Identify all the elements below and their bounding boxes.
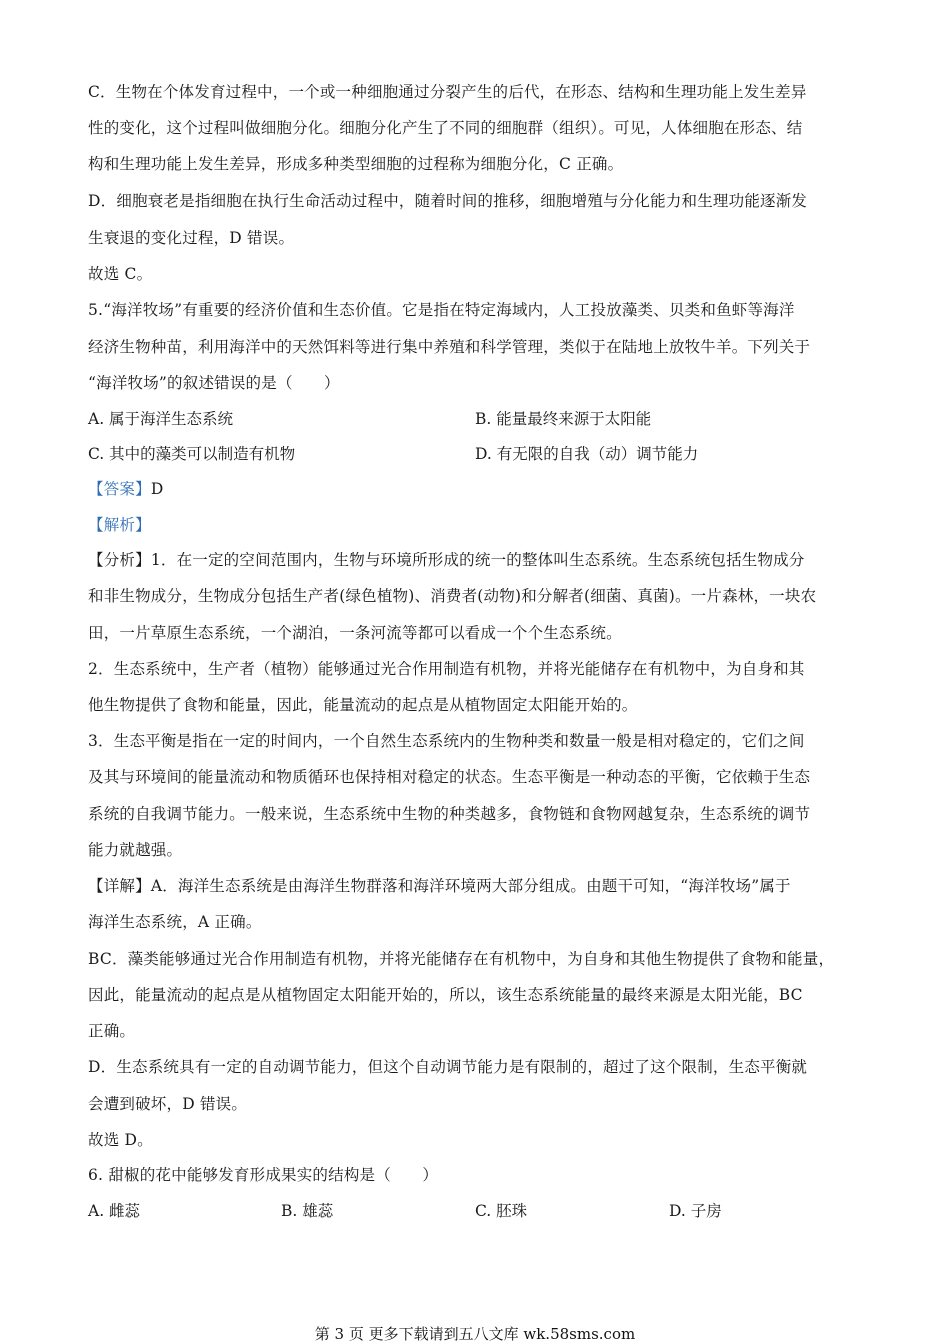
q4-conclusion: 故选 C。 [88,265,153,283]
q5-detail-d-line-1: D．生态系统具有一定的自动调节能力，但这个自动调节能力是有限制的，超过了这个限制，生态平衡就 [88,1058,808,1076]
q5-analysis-point1-line-2: 和非生物成分，生物成分包括生产者(绿色植物)、消费者(动物)和分解者(细菌、真菌)。一片森林，一块农 [88,587,817,605]
answer-label: 【答案】 [88,480,151,498]
q5-detail-a-line-1 [88,876,791,896]
q5-detail-a-line-2: 海洋生态系统，A 正确。 [88,913,262,931]
q6-option-d: D. 子房 [669,1202,722,1220]
detail-a-text-1: A．海洋生态系统是由海洋生物群落和海洋环境两大部分组成。由题干可知，“海洋牧场”属于 [150,877,791,895]
q5-analysis-point3-line-1: 3．生态平衡是指在一定的时间内，一个自然生态系统内的生物种类和数量一般是相对稳定的，它们之间 [88,732,805,750]
detail-label: 【详解】 [88,877,151,895]
q6-stem: 6. 甜椒的花中能够发育形成果实的结构是（ ） [88,1166,439,1184]
fenxi-label: 【分析】 [88,551,151,569]
q5-option-a: A. 属于海洋生态系统 [88,410,234,428]
q5-detail-bc-line-1: BC．藻类能够通过光合作用制造有机物，并将光能储存在有机物中，为自身和其他生物提供了食物和能量， [88,950,835,968]
q6-option-c: C. 胚珠 [475,1202,528,1220]
q5-analysis-point3-line-3: 系统的自我调节能力。一般来说，生态系统中生物的种类越多，食物链和食物网越复杂，生态系统的调节 [88,805,811,823]
q5-analysis-point1-line-1 [88,550,805,570]
q6-option-b: B. 雄蕊 [281,1202,334,1220]
q5-option-b: B. 能量最终来源于太阳能 [475,410,652,428]
q4-d-line-1: D．细胞衰老是指细胞在执行生命活动过程中，随着时间的推移，细胞增殖与分化能力和生理功能逐渐发 [88,192,808,210]
q4-c-line-2: 性的变化，这个过程叫做细胞分化。细胞分化产生了不同的细胞群（组织）。可见，人体细胞在形态、结 [88,119,803,137]
q5-stem-line-2: 经济生物种苗，利用海洋中的天然饵料等进行集中养殖和科学管理，类似于在陆地上放牧牛羊。下列关于 [88,338,811,356]
analysis-label: 【解析】 [88,516,151,534]
q5-analysis-point2-line-1: 2．生态系统中，生产者（植物）能够通过光合作用制造有机物，并将光能储存在有机物中，为自身和其 [88,660,805,678]
q4-c-line-3: 构和生理功能上发生差异，形成多种类型细胞的过程称为细胞分化，C 正确。 [88,155,624,173]
q5-option-c: C. 其中的藻类可以制造有机物 [88,445,296,463]
answer-value: D [150,480,164,498]
q6-option-a: A. 雌蕊 [88,1202,141,1220]
q5-conclusion: 故选 D。 [88,1131,153,1149]
q5-option-d: D. 有无限的自我（动）调节能力 [475,445,699,463]
q5-answer [88,479,163,499]
q5-detail-bc-line-3: 正确。 [88,1022,136,1040]
q5-stem-line-1: 5.“海洋牧场”有重要的经济价值和生态价值。它是指在特定海域内，人工投放藻类、贝类和鱼虾等海洋 [88,301,795,319]
q5-analysis-point3-line-2: 及其与环境间的能量流动和物质循环也保持相对稳定的状态。生态平衡是一种动态的平衡，它依赖于生态 [88,768,811,786]
point1-text-1: 1．在一定的空间范围内，生物与环境所形成的统一的整体叫生态系统。生态系统包括生物成分 [150,551,805,569]
q4-d-line-2: 生衰退的变化过程，D 错误。 [88,229,295,247]
page-footer: 第 3 页 更多下载请到五八文库 wk.58sms.com [314,1325,636,1343]
q4-c-line-1: C．生物在个体发育过程中，一个或一种细胞通过分裂产生的后代，在形态、结构和生理功能上发生差异 [88,83,807,101]
q5-detail-d-line-2: 会遭到破坏，D 错误。 [88,1095,248,1113]
q5-analysis-point2-line-2: 他生物提供了食物和能量，因此，能量流动的起点是从植物固定太阳能开始的。 [88,696,638,714]
q5-analysis-point3-line-4: 能力就越强。 [88,841,183,859]
q5-analysis-point1-line-3: 田，一片草原生态系统，一个湖泊，一条河流等都可以看成一个个生态系统。 [88,624,622,642]
q5-stem-line-3: “海洋牧场”的叙述错误的是（ ） [88,374,340,392]
q5-detail-bc-line-2: 因此，能量流动的起点是从植物固定太阳能开始的，所以，该生态系统能量的最终来源是太阳光能，BC [88,986,803,1004]
